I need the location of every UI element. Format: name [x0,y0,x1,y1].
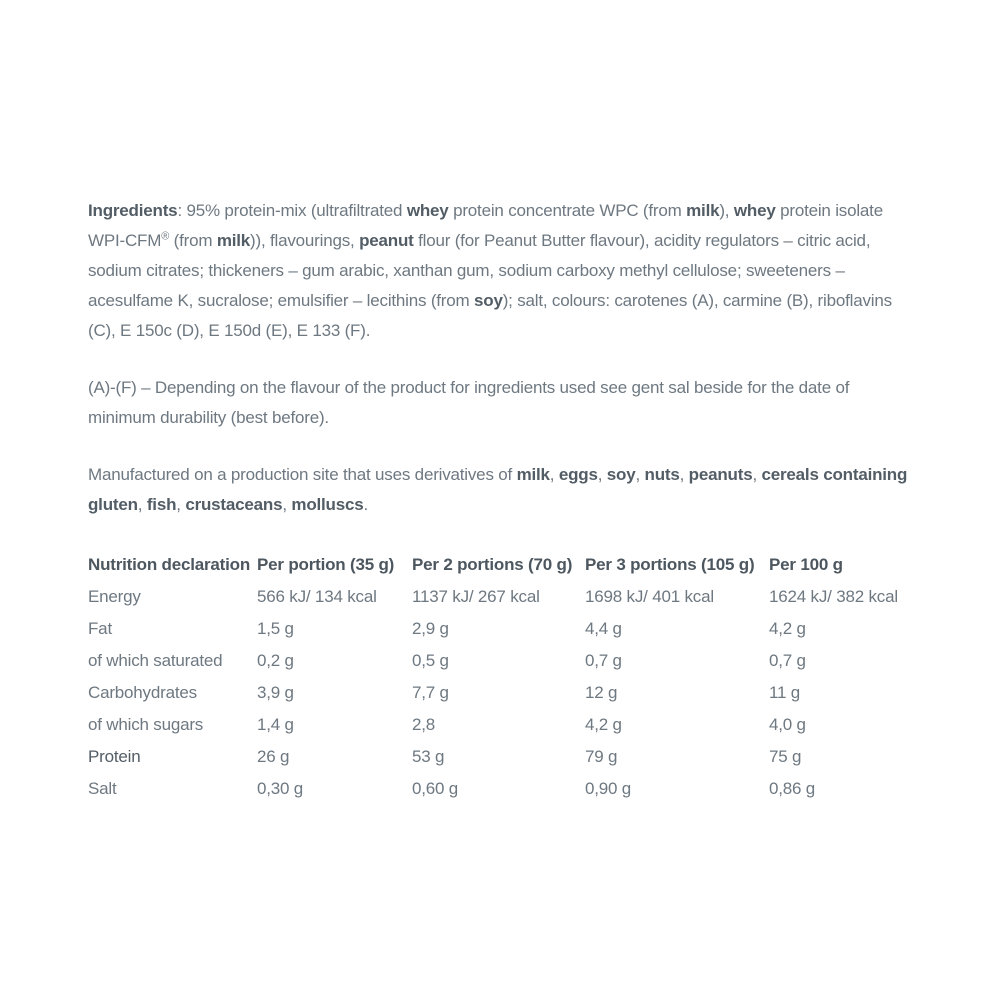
table-cell: 11 g [769,683,801,702]
text-segment: ), [719,201,734,220]
label-content [88,196,914,805]
table-cell: 0,30 g [257,779,304,798]
text-segment: milk [686,201,720,220]
table-cell: 0,5 g [412,651,449,670]
table-cell: 4,0 g [769,715,806,734]
text-segment: , [679,465,689,484]
allergen-paragraph [88,460,914,520]
text-segment: peanut [359,231,414,250]
table-cell: 4,4 g [585,619,622,638]
text-segment: milk [516,465,550,484]
text-segment: flour (for Peanut Butter flavour), acidity regulators – citric acid, sodium citrates; thickeners – gum arabic, xanthan gum, sodium carboxy methyl cellulose; sweeteners – acesulfame K, sucralose; emulsifier – lecithins (from [88,231,871,310]
row-label: of which sugars [88,715,204,734]
table-cell: 1698 kJ/ 401 kcal [585,587,714,606]
table-cell: 1,4 g [257,715,294,734]
table-cell: 12 g [585,683,618,702]
table-cell: 1137 kJ/ 267 kcal [412,587,540,606]
text-segment: )), flavourings, [250,231,360,250]
table-row-fat [88,613,914,645]
table-cell: 0,90 g [585,779,632,798]
text-segment: , [137,495,147,514]
table-row-energy [88,581,914,613]
table-cell: 0,60 g [412,779,459,798]
text-segment: protein concentrate WPC (from [448,201,687,220]
table-row-protein [88,741,914,773]
nutrition-table-header-row [88,548,914,581]
header-per-2-portions: Per 2 portions (70 g) [412,554,573,574]
table-cell: 4,2 g [585,715,622,734]
row-label: Energy [88,587,141,606]
table-row-sugars [88,709,914,741]
ingredients-paragraph [88,196,914,346]
nutrition-table [88,548,914,805]
text-segment: , [282,495,292,514]
text-segment: , [752,465,762,484]
text-segment: whey [733,201,776,220]
table-cell: 26 g [257,747,290,766]
row-label: Salt [88,779,117,798]
row-label: of which saturated [88,651,223,670]
header-per-3-portions: Per 3 portions (105 g) [585,554,755,574]
text-segment: nuts [644,465,680,484]
text-segment: crustaceans [185,495,283,514]
table-cell: 566 kJ/ 134 kcal [257,587,377,606]
table-cell: 0,2 g [257,651,294,670]
table-cell: 7,7 g [412,683,449,702]
header-nutrition-declaration: Nutrition declaration [88,554,251,574]
table-row-salt [88,773,914,805]
text-segment: eggs [558,465,598,484]
text-segment: ); salt, colours: carotenes (A), carmine (B), riboflavins (C), E 150c (D), E 150d (E), E 133 (F). [88,291,892,340]
text-segment: ® [161,230,170,243]
row-label: Fat [88,619,112,638]
table-cell: 53 g [412,747,445,766]
table-cell: 2,9 g [412,619,449,638]
text-segment: soy [474,291,503,310]
text-segment: , [176,495,186,514]
table-cell: 4,2 g [769,619,806,638]
text-segment: : 95% protein-mix (ultrafiltrated [177,201,407,220]
table-row-carbohydrates [88,677,914,709]
table-cell: 1,5 g [257,619,294,638]
table-row-saturated [88,645,914,677]
row-label: Protein [88,747,141,766]
text-segment: whey [406,201,449,220]
row-label: Carbohydrates [88,683,197,702]
table-cell: 0,86 g [769,779,816,798]
text-segment: Ingredients [88,201,178,220]
header-per-100g: Per 100 g [769,554,843,574]
table-cell: 75 g [769,747,802,766]
text-segment: soy [606,465,636,484]
text-segment: Manufactured on a production site that uses derivatives of [88,465,517,484]
text-segment: molluscs [291,495,364,514]
text-segment: . [363,495,369,514]
text-segment: , [549,465,559,484]
text-segment: protein isolate WPI-CFM [88,201,883,250]
table-cell: 2,8 [412,715,436,734]
table-cell: 0,7 g [585,651,622,670]
table-cell: 79 g [585,747,618,766]
table-cell: 1624 kJ/ 382 kcal [769,587,898,606]
text-segment: fish [146,495,177,514]
text-segment: (from [169,231,217,250]
table-cell: 0,7 g [769,651,806,670]
text-segment: , [597,465,607,484]
header-per-portion: Per portion (35 g) [257,554,395,574]
text-segment: milk [216,231,251,250]
text-segment: , [635,465,645,484]
table-cell: 3,9 g [257,683,294,702]
flavour-note-paragraph: (A)-(F) – Depending on the flavour of the product for ingredients used see gent sal beside for the date of minimum durability (best before). [88,378,850,427]
text-segment: peanuts [688,465,753,484]
text-segment: cereals containing gluten [88,465,908,514]
